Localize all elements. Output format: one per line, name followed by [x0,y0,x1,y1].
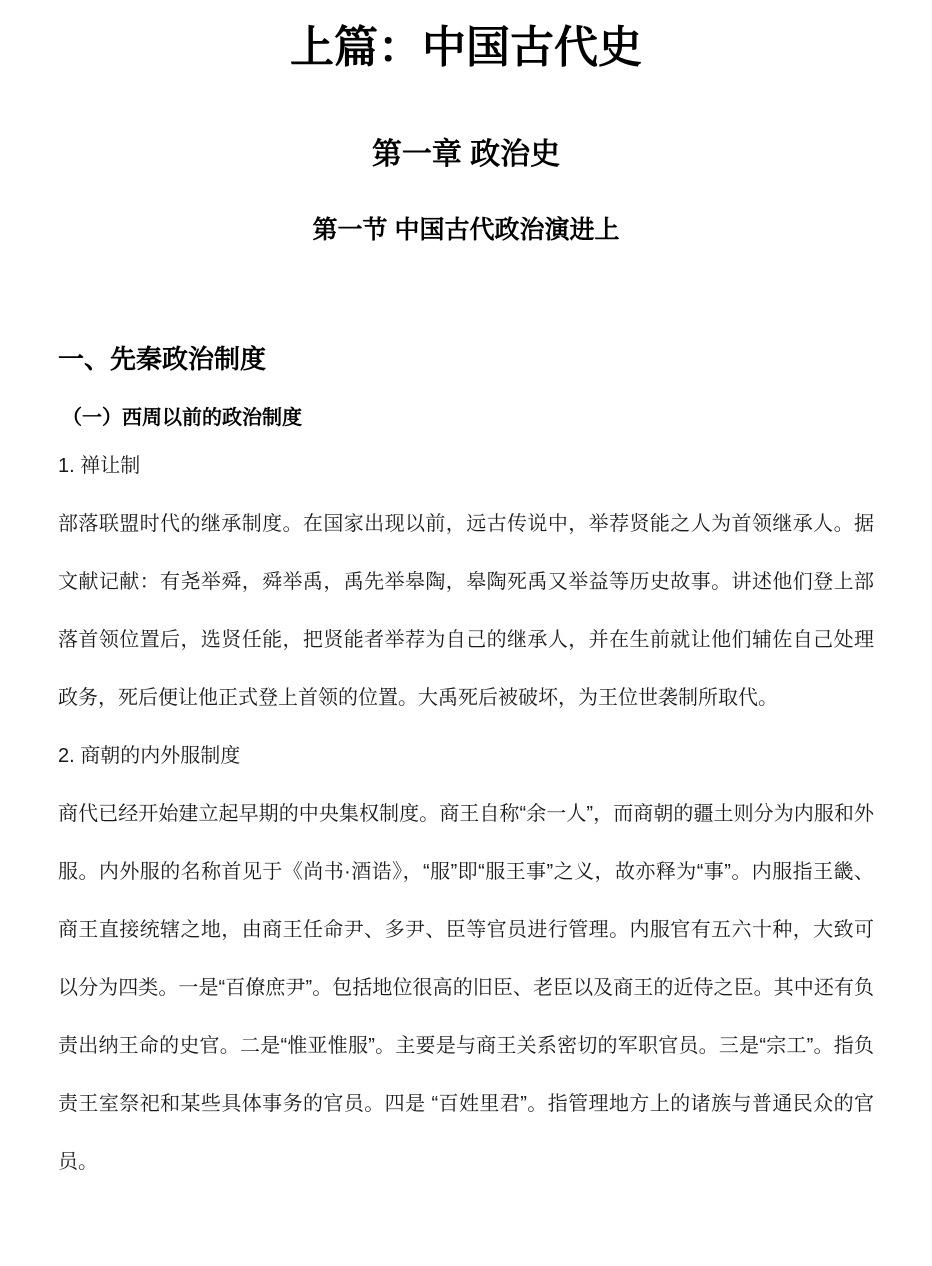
document-body [58,437,874,1191]
doc-title: 上篇：中国古代史 [290,23,642,72]
part-heading: 一、先秦政治制度 [58,343,267,374]
item-2-paragraph: 商代已经开始建立起早期的中央集权制度。商王自称“余一人”，而商朝的疆土则分为内服和外服。内外服的名称首见于《尚书·酒诰》，“服”即“服王事”之义，故亦释为“事”。内服指王畿、商王直接统辖之地，由商王任命尹、多尹、臣等官员进行管理。内服官有五六十种，大致可以分为四类。一是“百僚庶尹”。包括地位很高的旧臣、老臣以及商王的近侍之臣。其中还有负责出纳王命的史官。二是“惟亚惟服”。主要是与商王关系密切的军职官员。三是“宗工”。指负责王室祭祀和某些具体事务的官员。四是 “百姓里君”。指管理地方上的诸族与普通民众的官员。 [58,802,874,1173]
sub-heading: （一）西周以前的政治制度 [62,406,302,429]
item-2-label: 2. 商朝的内外服制度 [58,744,241,767]
section-heading: 第一节 中国古代政治演进上 [312,215,620,244]
item-1-label: 1. 禅让制 [58,454,141,477]
chapter-heading: 第一章 政治史 [371,137,561,171]
item-1-paragraph: 部落联盟时代的继承制度。在国家出现以前，远古传说中，举荐贤能之人为首领继承人。据文献记献：有尧举舜，舜举禹，禹先举皋陶，皋陶死禹又举益等历史故事。讲述他们登上部落首领位置后，选贤任能，把贤能者举荐为自己的继承人，并在生前就让他们辅佐自己处理政务，死后便让他正式登上首领的位置。大禹死后被破坏，为王位世袭制所取代。 [58,512,874,709]
